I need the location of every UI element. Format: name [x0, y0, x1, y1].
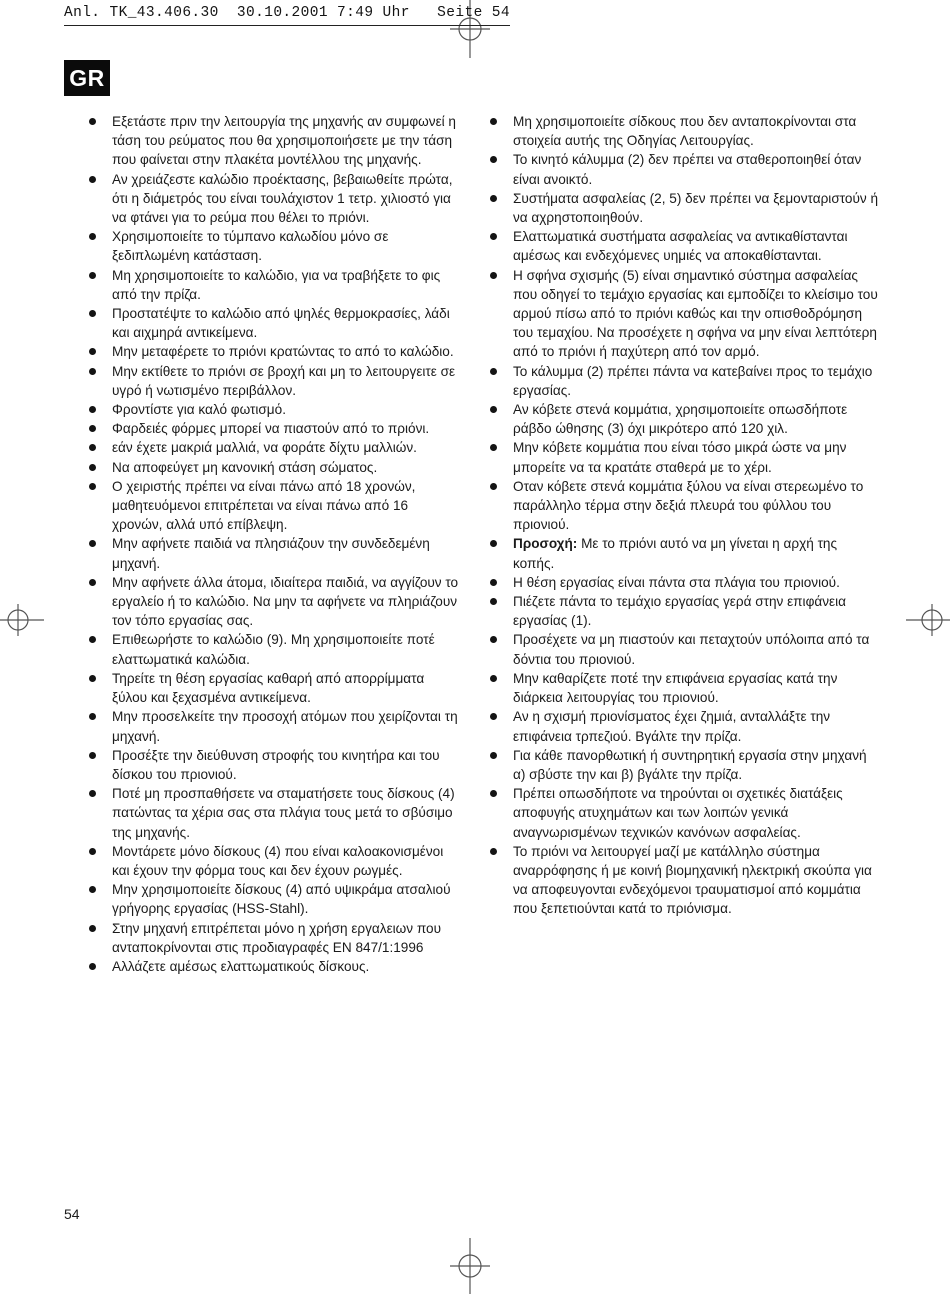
list-item: [489, 592, 881, 630]
bullet-icon: [88, 362, 112, 400]
bullet-icon: [88, 438, 112, 457]
list-item: [88, 112, 460, 170]
list-item: [88, 880, 460, 918]
list-item-text: Αν η σχισμή πριονίσματος έχει ζημιά, ανταλλάξτε την επιφάνεια τρπεζιού. Βγάλτε την πρίζα.: [513, 709, 831, 744]
list-item-text: Οταν κόβετε στενά κομμάτια ξύλου να είναι στερεωμένο το παράλληλο τέρμα στην δεξιά πλευρά του φύλλου του πριονιού.: [513, 478, 864, 533]
list-item-text: Να αποφεύγετ μη κανονική στάση σώματος.: [112, 459, 378, 475]
list-item: [88, 842, 460, 880]
list-item-text: Μην καθαρίζετε ποτέ την επιφάνεια εργασίας κατά την διάρκεια λειτουργίας του πριονιού.: [513, 670, 838, 706]
list-item-text: Ο χειριστής πρέπει να είναι πάνω από 18 χρονών, μαθητευόμενοι επιτρέπεται να είναι πάνω από 16 χρονών, αλλά υπό επίβλεψη.: [112, 478, 416, 533]
list-item: [489, 150, 881, 188]
list-item: [88, 227, 460, 265]
bullet-icon: [489, 362, 513, 400]
registration-mark-left-icon: [0, 598, 44, 642]
list-item-text: Εξετάστε πριν την λειτουργία της μηχανής αν συμφωνεί η τάση του ρεύματος που θα χρησιμοποιήσετε με την τάση που φαίνεται στην πλακέτα μοντέλλου της μηχανής.: [112, 114, 456, 168]
list-item: [489, 669, 881, 707]
list-item-text: Ποτέ μη προσπαθήσετε να σταματήσετε τους δίσκους (4) πατώντας τα χέρια σας στα πλάγια τους μετά το σβύσιμο της μηχανής.: [112, 786, 455, 840]
list-item-text: Η θέση εργασίας είναι πάντα στα πλάγια του πριονιού.: [513, 574, 840, 590]
bullet-icon: [489, 592, 513, 630]
list-item-text: Τηρείτε τη θέση εργασίας καθαρή από απορρίμματα ξύλου και ξεχασμένα αντικείμενα.: [112, 670, 425, 706]
list-item: [88, 362, 460, 400]
bullet-icon: [88, 707, 112, 745]
bullet-icon: [88, 746, 112, 784]
list-item: [88, 573, 460, 631]
registration-mark-bottom-icon: [447, 1238, 493, 1294]
list-item-text: Προσοχή: Με το πριόνι αυτό να μη γίνεται η αρχή της κοπής.: [513, 536, 838, 571]
list-item-text: Για κάθε πανορθωτική ή συντηρητική εργασία στην μηχανή α) σβύστε την και β) βγάλτε την πρίζα.: [513, 747, 867, 782]
list-item-text: Μην κόβετε κομμάτια που είναι τόσο μικρά ώστε να μην μπορείτε να τα κρατάτε σταθερά με το χέρι.: [513, 440, 847, 475]
bullet-icon: [489, 534, 513, 572]
list-item: [489, 266, 881, 362]
list-item-text: Πιέζετε πάντα το τεμάχιο εργασίας γερά στην επιφάνεια εργασίας (1).: [513, 594, 846, 629]
list-item: [88, 919, 460, 957]
list-item: [489, 189, 881, 227]
list-item-text: Στην μηχανή επιτρέπεται μόνο η χρήση εργαλειων που ανταποκρίνονται στις προδιαγραφές EN 847/1:1996: [112, 920, 442, 955]
list-item: [489, 784, 881, 842]
list-item-text: Φαρδειές φόρμες μπορεί να πιαστούν από το πριόνι.: [112, 421, 430, 437]
list-item-text: Το πριόνι να λειτουργεί μαζί με κατάλληλο σύστημα αναρρόφησης ή με κοινή βιομηχανική ηλεκτρική σκούπα για να αποφευγονται ενδεχόμενοι τραυματισμοί από κομμάτια που ξεπετιούνται κατά το πριόνισμα.: [513, 843, 872, 917]
bullet-icon: [88, 458, 112, 477]
list-item-text: Αν κόβετε στενά κομμάτια, χρησιμοποιείτε οπωσδήποτε ράβδο ώθησης (3) όχι μικρότερο από 120 χιλ.: [513, 402, 848, 437]
bullet-icon: [489, 669, 513, 707]
list-item-text: Επιθεωρήστε το καλώδιο (9). Μη χρησιμοποιείτε ποτέ ελαττωματικά καλώδια.: [112, 632, 435, 667]
list-item-text: Μην αφήνετε παιδιά να πλησιάζουν την συνδεδεμένη μηχανή.: [112, 536, 430, 571]
list-item-text: Μην εκτίθετε το πριόνι σε βροχή και μη το λειτουργειτε σε υγρό ή νωτισμένο περιβάλλον.: [112, 363, 456, 398]
bullet-icon: [88, 170, 112, 228]
list-item: [88, 784, 460, 842]
list-item: [489, 630, 881, 668]
list-item: [489, 477, 881, 535]
list-item: [489, 573, 881, 592]
print-header: Anl. TK_43.406.30 30.10.2001 7:49 Uhr Seite 54: [64, 5, 510, 26]
left-column: [88, 112, 460, 976]
list-item-text: Το κινητό κάλυμμα (2) δεν πρέπει να σταθεροποιηθεί όταν είναι ανοικτό.: [513, 152, 862, 187]
registration-mark-right-icon: [906, 598, 950, 642]
bullet-icon: [489, 227, 513, 265]
list-item: [489, 746, 881, 784]
bullet-icon: [489, 266, 513, 362]
list-item-text: Συστήματα ασφαλείας (2, 5) δεν πρέπει να ξεμονταριστούν ή να αχρηστοποιηθούν.: [513, 190, 879, 226]
list-item-text: Μοντάρετε μόνο δίσκους (4) που είναι καλοακονισμένοι και έχουν την φόρμα τους και δεν έχουν ρωγμές.: [112, 843, 444, 878]
bullet-icon: [489, 707, 513, 745]
list-item: [88, 707, 460, 745]
list-item-text: Μην προσελκείτε την προσοχή ατόμων που χειρίζονται τη μηχανή.: [112, 709, 458, 744]
list-item-text: Η σφήνα σχισμής (5) είναι σημαντικό σύστημα ασφαλείας που οδηγεί το τεμάχιο εργασίας και εμποδίζει το κλείσιμο του αρμού πίσω από το πριόνι καθώς και την οπισθοδρόμηση του τεμαχίου. Να προσέχετε η σφήνα να μην είναι λεπτότερη από το πριόνι ή παχύτερη από τον αρμό.: [513, 267, 878, 360]
list-item-text: Το κάλυμμα (2) πρέπει πάντα να κατεβαίνει προς το τεμάχιο εργασίας.: [513, 363, 873, 398]
bullet-icon: [489, 150, 513, 188]
language-badge: GR: [64, 60, 110, 96]
list-item-text: Πρέπει οπωσδήποτε να τηρούνται οι σχετικές διατάξεις αποφυγής ατυχημάτων και των λοιπών γενικά αναγνωρισμένων τεχνικών κανόνων ασφαλείας.: [513, 786, 843, 840]
bullet-icon: [88, 880, 112, 918]
list-item-text: Φροντίστε για καλό φωτισμό.: [112, 402, 286, 418]
bullet-icon: [489, 112, 513, 150]
bullet-icon: [88, 534, 112, 572]
bullet-icon: [88, 266, 112, 304]
bullet-icon: [88, 112, 112, 170]
list-item: [489, 362, 881, 400]
bullet-icon: [489, 630, 513, 668]
list-item-text: Προσέχετε να μη πιαστούν και πεταχτούν υπόλοιπα από τα δόντια του πριονιού.: [513, 632, 870, 667]
bullet-icon: [88, 957, 112, 976]
list-item: [88, 266, 460, 304]
right-column: [489, 112, 881, 919]
list-item: [88, 438, 460, 457]
bullet-icon: [88, 227, 112, 265]
list-item-text: Προσέξτε την διεύθυνση στροφής του κινητήρα και του δίσκου του πριονιού.: [112, 747, 440, 782]
bullet-icon: [88, 669, 112, 707]
list-item-text: Αν χρειάζεστε καλώδιο προέκτασης, βεβαιωθείτε πρώτα, ότι η διάμετρός του είναι τουλάχιστον 1 τετρ. χιλιοστό για να φτάνει για το ρεύμα που θέλει το πριόνι.: [112, 171, 453, 226]
list-item: [489, 534, 881, 572]
bullet-icon: [88, 304, 112, 342]
list-item: [88, 419, 460, 438]
bullet-icon: [489, 400, 513, 438]
bullet-icon: [489, 784, 513, 842]
bullet-icon: [489, 477, 513, 535]
list-item: [88, 477, 460, 535]
list-item-text: Αλλάζετε αμέσως ελαττωματικούς δίσκους.: [112, 958, 370, 974]
bullet-icon: [489, 842, 513, 919]
bullet-icon: [88, 342, 112, 361]
bullet-icon: [489, 746, 513, 784]
list-item-text: Μη χρησιμοποιείτε σίδκους που δεν ανταποκρίνονται στα στοιχεία αυτής της Οδηγίας Λειτουργίας.: [513, 114, 857, 149]
list-item: [88, 342, 460, 361]
bullet-icon: [489, 438, 513, 476]
list-item-text: Μην χρησιμοποιείτε δίσκους (4) από υψικράμα ατσαλιού γρήγορης εργασίας (HSS-Stahl).: [112, 882, 451, 917]
list-item-text: εάν έχετε μακριά μαλλιά, να φοράτε δίχτυ μαλλιών.: [112, 440, 417, 456]
list-item-text: Προστατέψτε το καλώδιο από ψηλές θερμοκρασίες, λάδι και αιχμηρά αντικείμενα.: [112, 306, 450, 341]
bullet-icon: [489, 189, 513, 227]
list-item-text: Ελαττωματικά συστήματα ασφαλείας να αντικαθίστανται αμέσως και ενδεχόμενες υημιές να αποκαθίστανται.: [513, 229, 848, 264]
list-item-text: Χρησιμοποιείτε το τύμπανο καλωδίου μόνο σε ξεδιπλωμένη κατάσταση.: [112, 229, 389, 264]
list-item: [88, 170, 460, 228]
bullet-icon: [88, 630, 112, 668]
list-item: [88, 669, 460, 707]
list-item-text: Μην αφήνετε άλλα άτομα, ιδιαίτερα παιδιά, να αγγίζουν το εργαλείο ή το καλώδιο. Να μην τα αφήνετε να πληριάζουν τον τόπο εργασίας σας.: [112, 574, 459, 629]
list-item-text: Μη χρησιμοποιείτε το καλώδιο, για να τραβήξετε το φις από την πρίζα.: [112, 267, 441, 302]
list-item: [489, 842, 881, 919]
list-item: [88, 400, 460, 419]
list-item: [88, 458, 460, 477]
list-item: [88, 304, 460, 342]
list-item: [489, 227, 881, 265]
list-item: [489, 400, 881, 438]
list-item: [489, 707, 881, 745]
bullet-icon: [489, 573, 513, 592]
list-item: [88, 746, 460, 784]
list-item: [489, 112, 881, 150]
list-item: [489, 438, 881, 476]
list-item: [88, 957, 460, 976]
bullet-icon: [88, 477, 112, 535]
bullet-icon: [88, 842, 112, 880]
bullet-icon: [88, 784, 112, 842]
page-number: 54: [64, 1206, 80, 1222]
bullet-icon: [88, 919, 112, 957]
bullet-icon: [88, 573, 112, 631]
bullet-icon: [88, 400, 112, 419]
list-item: [88, 534, 460, 572]
list-item: [88, 630, 460, 668]
bullet-icon: [88, 419, 112, 438]
list-item-text: Μην μεταφέρετε το πριόνι κρατώντας το από το καλώδιο.: [112, 344, 454, 360]
